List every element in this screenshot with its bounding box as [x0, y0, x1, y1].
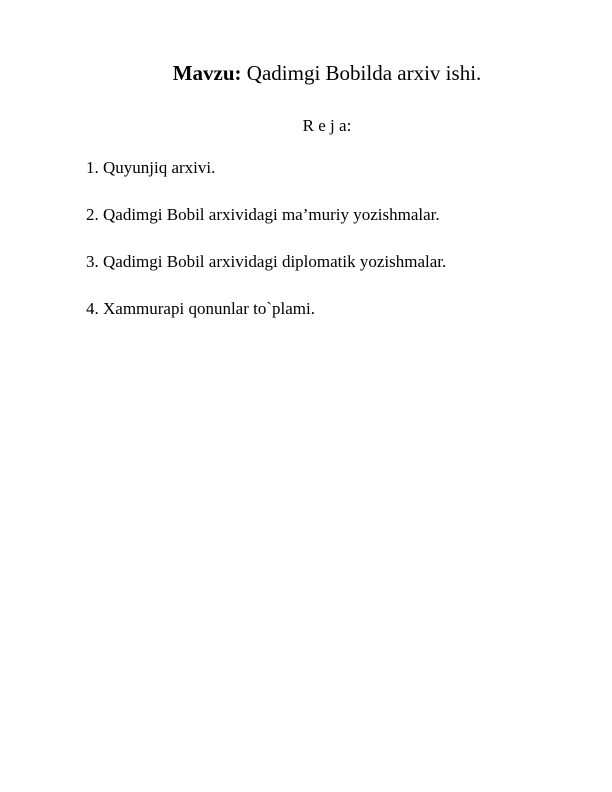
plan-item-2: 2. Qadimgi Bobil arxividagi ma’muriy yozishmalar.	[86, 205, 440, 224]
title-text: Qadimgi Bobilda arxiv ishi.	[246, 61, 482, 85]
title-label: Mavzu:	[172, 61, 242, 85]
document-title	[0, 58, 612, 88]
plan-item-3: 3. Qadimgi Bobil arxividagi diplomatik yozishmalar.	[86, 252, 447, 271]
plan-item-1: 1. Quyunjiq arxivi.	[86, 158, 216, 177]
plan-heading: R e j a:	[302, 116, 352, 135]
plan-list	[86, 156, 446, 344]
plan-item-4: 4. Xammurapi qonunlar to`plami.	[86, 299, 315, 318]
